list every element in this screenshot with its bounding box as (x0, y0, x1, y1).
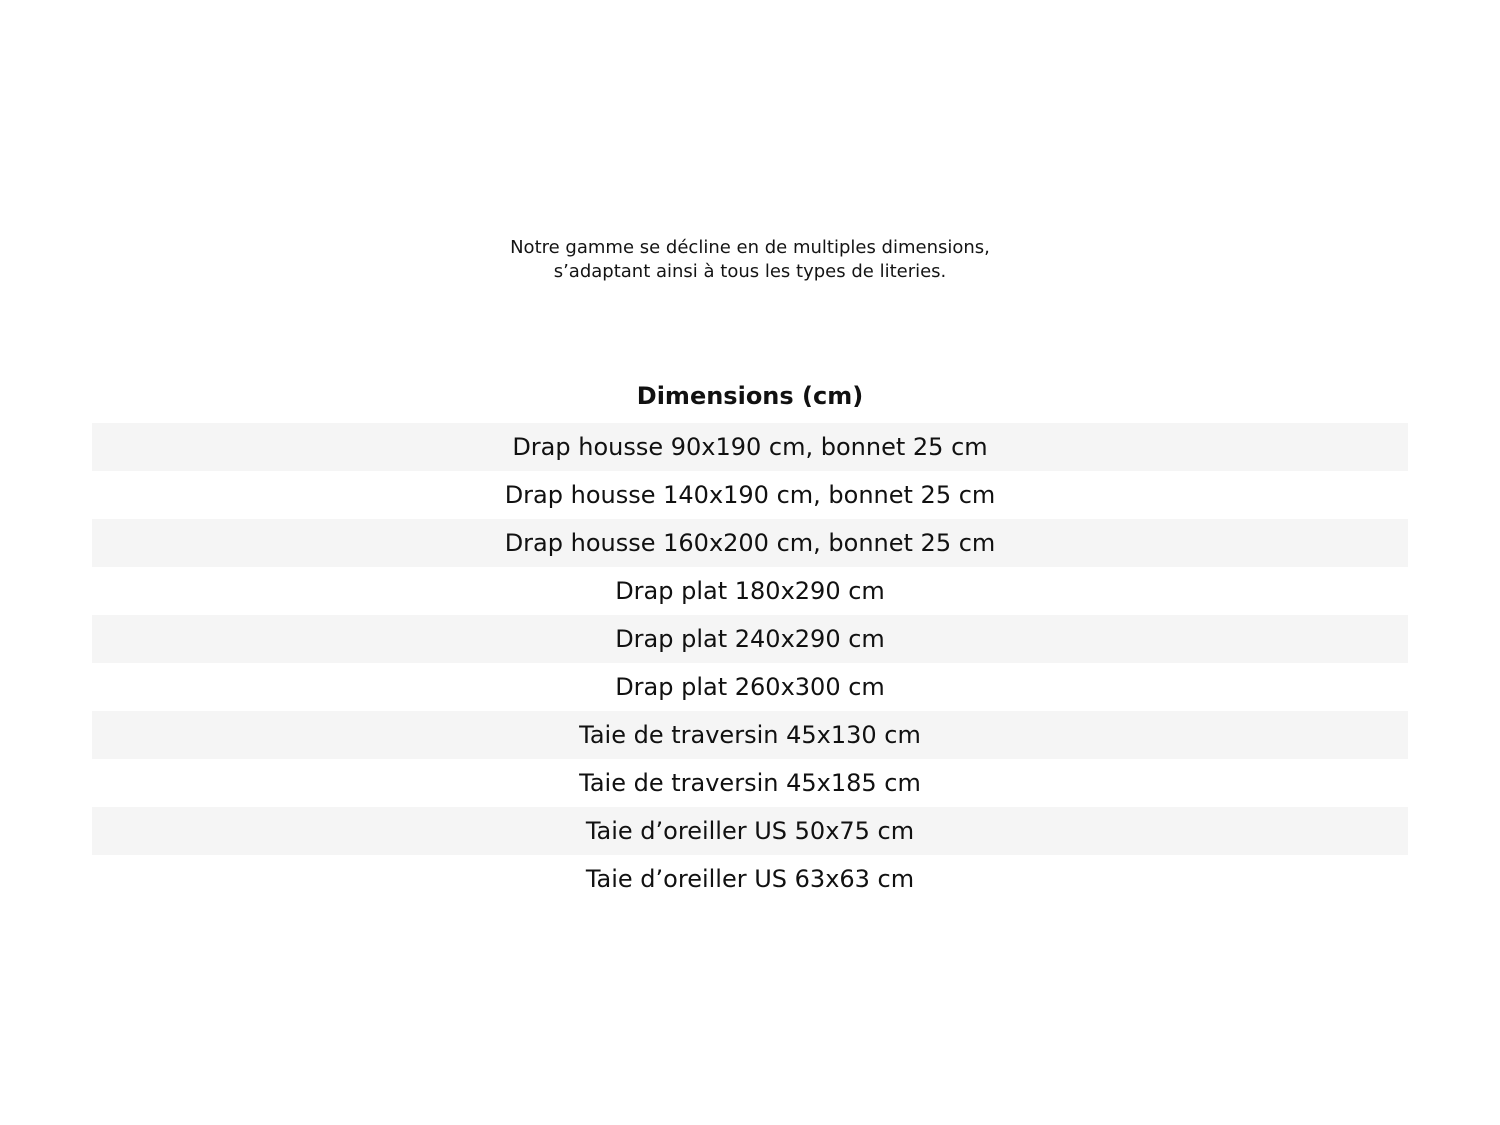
table-row: Taie de traversin 45x185 cm (579, 769, 921, 797)
dimensions-table (92, 376, 1408, 903)
intro-text (0, 236, 1500, 284)
table-row: Drap plat 260x300 cm (615, 673, 885, 701)
table-row: Taie d’oreiller US 63x63 cm (585, 865, 915, 893)
table-row: Drap housse 140x190 cm, bonnet 25 cm (504, 481, 996, 509)
table-row: Drap housse 160x200 cm, bonnet 25 cm (92, 519, 1408, 567)
table-row: Taie d’oreiller US 50x75 cm (92, 807, 1408, 855)
table-header: Dimensions (cm) (636, 382, 864, 410)
table-row: Taie de traversin 45x130 cm (92, 711, 1408, 759)
intro-line-1: Notre gamme se décline en de multiples dimensions, (510, 237, 990, 258)
table-row: Drap housse 90x190 cm, bonnet 25 cm (92, 423, 1408, 471)
intro-line-2: s’adaptant ainsi à tous les types de literies. (553, 261, 947, 282)
table-row: Drap plat 180x290 cm (615, 577, 885, 605)
table-row: Drap plat 240x290 cm (92, 615, 1408, 663)
